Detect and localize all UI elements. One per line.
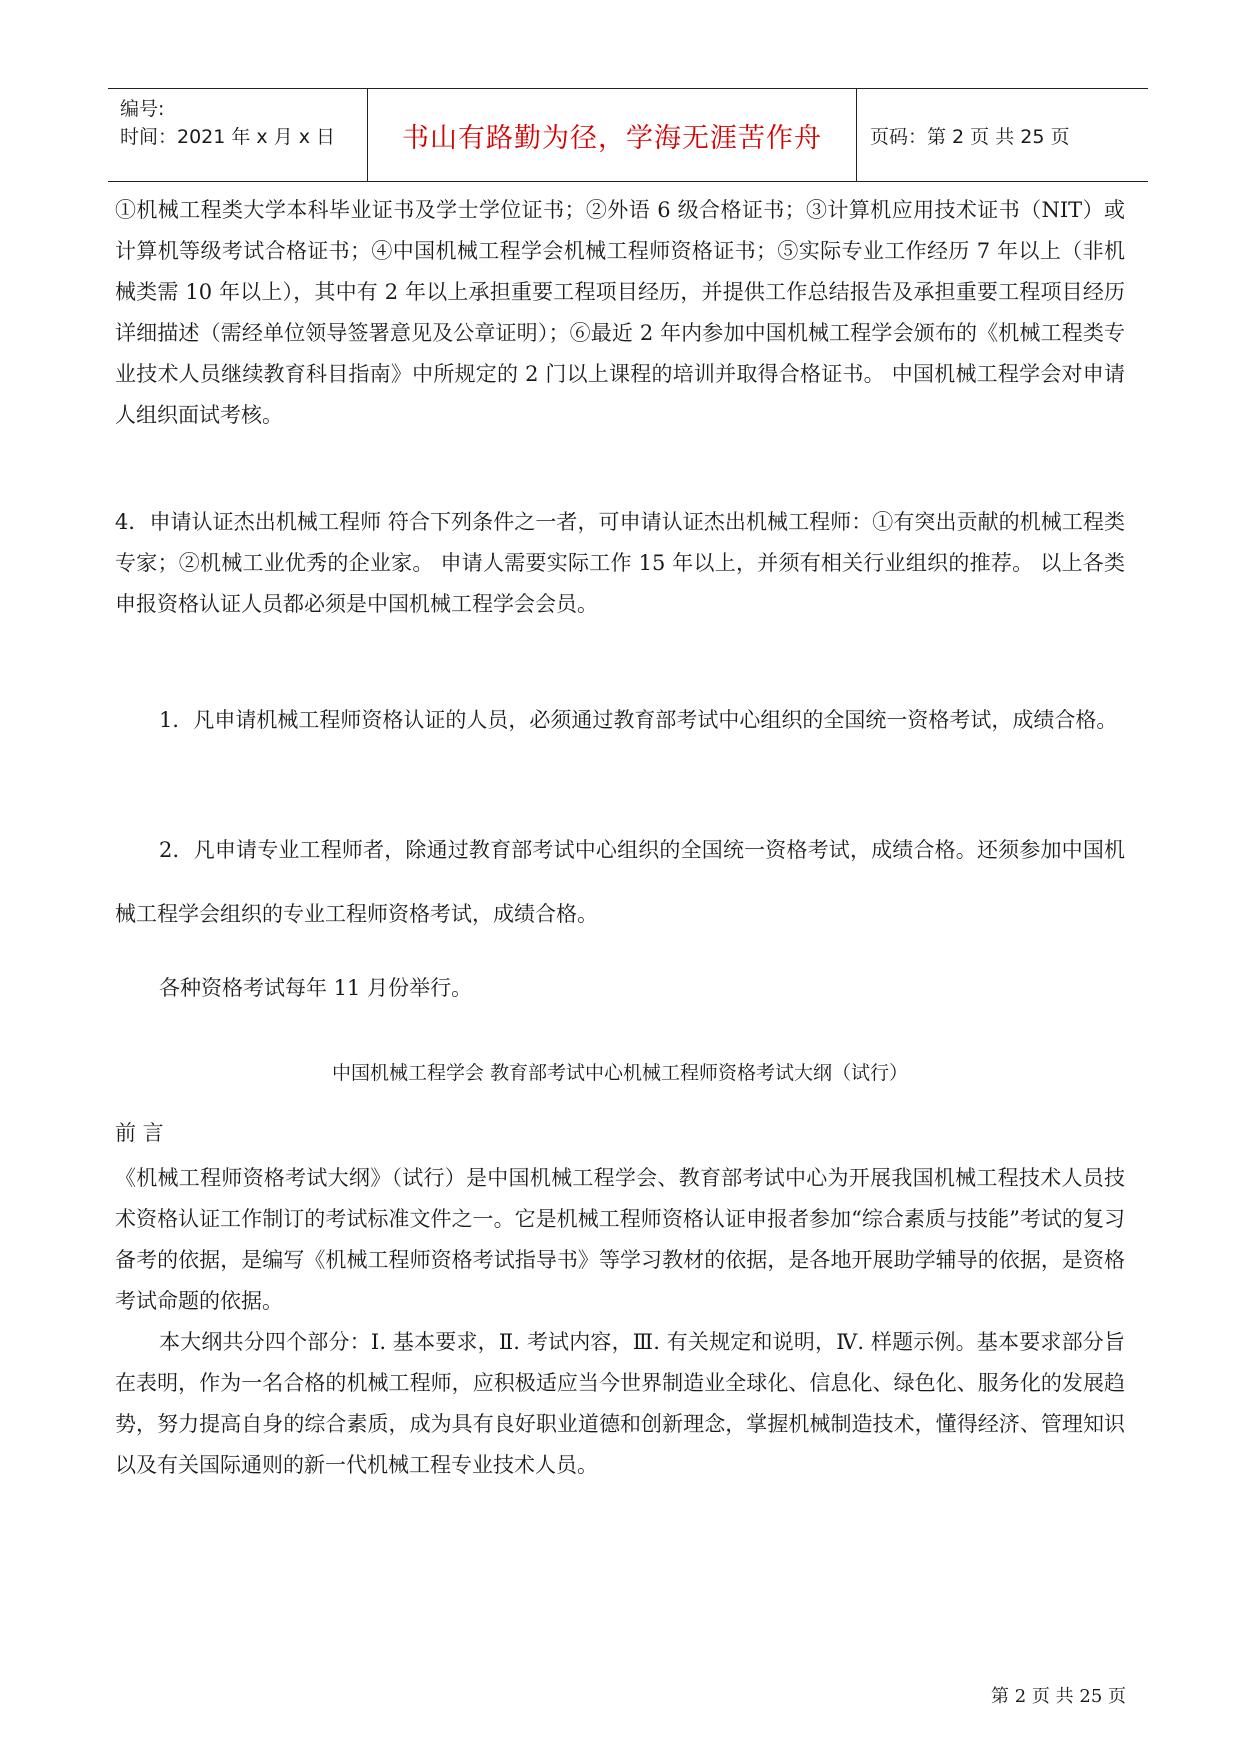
paragraph-preface: 《机械工程师资格考试大纲》（试行）是中国机械工程学会、教育部考试中心为开展我国机械工程技术人员技术资格认证工作制订的考试标准文件之一。它是机械工程师资格认证申报者参加“综合素质与技能”考试的复习备考的依据，是编写《机械工程师资格考试指导书》等学习教材的依据，是各地开展助学辅导的依据，是资格考试命题的依据。 [115, 1166, 1125, 1313]
header-page-label: 页码：第 2 页 共 25 页 [870, 125, 1070, 148]
paragraph-exam-rule-2: 2．凡申请专业工程师者，除通过教育部考试中心组织的全国统一资格考试，成绩合格。还须参加中国机械工程学会组织的专业工程师资格考试，成绩合格。 [115, 838, 1125, 926]
page-header [108, 88, 1148, 182]
section-title: 中国机械工程学会 教育部考试中心机械工程师资格考试大纲（试行） [331, 1062, 909, 1084]
paragraph-exam-rule-1: 1．凡申请机械工程师资格认证的人员，必须通过教育部考试中心组织的全国统一资格考试，成绩合格。 [159, 708, 1118, 732]
paragraph-exam-schedule: 各种资格考试每年 11 月份举行。 [159, 976, 473, 1000]
header-meta [108, 89, 368, 181]
page-footer-number: 第 2 页 共 25 页 [991, 1686, 1126, 1707]
paragraph-outline-structure: 本大纲共分四个部分：Ⅰ. 基本要求，Ⅱ. 考试内容，Ⅲ. 有关规定和说明，Ⅳ. 样题示例。基本要求部分旨在表明，作为一名合格的机械工程师，应积极适应当今世界制造业全球化、信息化、绿色化、服务化的发展趋势，努力提高自身的综合素质，成为具有良好职业道德和创新理念，掌握机械制造技术，懂得经济、管理知识以及有关国际通则的新一代机械工程专业技术人员。 [115, 1330, 1125, 1477]
header-motto: 书山有路勤为径，学海无涯苦作舟 [368, 89, 857, 181]
paragraph-distinguished-engineer: 4．申请认证杰出机械工程师 符合下列条件之一者，可申请认证杰出机械工程师：①有突出贡献的机械工程类专家；②机械工业优秀的企业家。 申请人需要实际工作 15 年以上，并须有相关行业组织的推荐。 以上各类申报资格认证人员都必须是中国机械工程学会会员。 [115, 510, 1125, 616]
document-number-label: 编号: [120, 98, 165, 120]
preface-heading: 前 言 [115, 1121, 164, 1145]
paragraph-requirements: ①机械工程类大学本科毕业证书及学士学位证书；②外语 6 级合格证书；③计算机应用技术证书（NIT）或计算机等级考试合格证书；④中国机械工程学会机械工程师资格证书；⑤实际专业工作经历 7 年以上（非机械类需 10 年以上），其中有 2 年以上承担重要工程项目经历，并提供工作总结报告及承担重要工程项目经历详细描述（需经单位领导签署意见及公章证明）；⑥最近 2 年内参加中国机械工程学会颁布的《机械工程类专业技术人员继续教育科目指南》中所规定的 2 门以上课程的培训并取得合格证书。 中国机械工程学会对申请人组织面试考核。 [115, 198, 1125, 427]
document-time-label: 时间：2021 年 x 月 x 日 [120, 126, 336, 148]
